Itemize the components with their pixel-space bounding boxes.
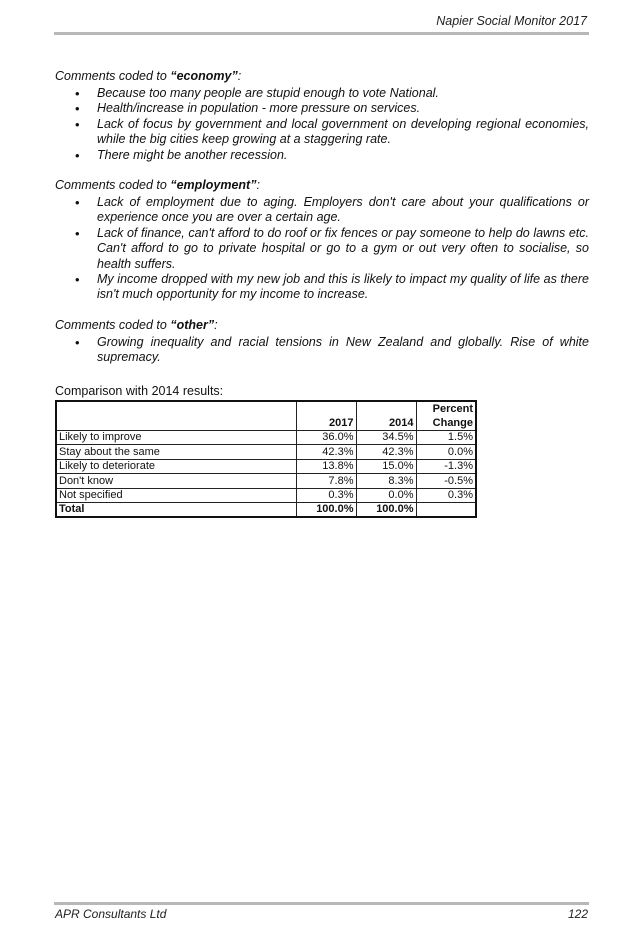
header-divider xyxy=(54,32,589,35)
row-2017: 36.0% xyxy=(296,430,356,445)
comment-list-other xyxy=(55,335,589,366)
row-label: Not specified xyxy=(56,488,296,503)
comparison-table xyxy=(55,400,477,519)
header-cell-change xyxy=(416,401,476,431)
row-change: 0.0% xyxy=(416,445,476,460)
row-change: 0.3% xyxy=(416,488,476,503)
heading-suffix: : xyxy=(237,69,242,83)
row-2017: 7.8% xyxy=(296,474,356,489)
heading-prefix: Comments coded to xyxy=(55,69,171,83)
list-item: • My income dropped with my new job and this is likely to impact my quality of life as there isn't much opportunity for my income to increase. xyxy=(55,272,589,303)
header-cell-2017: 2017 xyxy=(296,401,356,431)
table-header-row xyxy=(56,401,476,431)
row-2014: 8.3% xyxy=(356,474,416,489)
list-item: • Lack of employment due to aging. Employers don't care about your qualifications or experience once you are over a certain age. xyxy=(55,195,589,226)
row-label: Likely to improve xyxy=(56,430,296,445)
row-label: Stay about the same xyxy=(56,445,296,460)
comment-list-employment xyxy=(55,195,589,303)
heading-prefix: Comments coded to xyxy=(55,317,171,332)
heading-suffix: : xyxy=(256,178,260,193)
table-row xyxy=(56,430,476,445)
section-heading-other xyxy=(55,317,589,333)
row-2017: 42.3% xyxy=(296,445,356,460)
list-item: • Lack of focus by government and local government on developing regional economies, while the big cities keep growing at a staggering rate. xyxy=(55,117,589,148)
list-item: • Because too many people are stupid enough to vote National. xyxy=(55,86,589,101)
row-change: 1.5% xyxy=(416,430,476,445)
row-2017: 0.3% xyxy=(296,488,356,503)
total-label: Total xyxy=(56,503,296,518)
row-2014: 34.5% xyxy=(356,430,416,445)
list-item: • There might be another recession. xyxy=(55,148,589,163)
heading-code: “other” xyxy=(170,317,215,332)
footer-divider xyxy=(54,902,589,905)
page-number: 122 xyxy=(567,907,588,921)
row-2014: 0.0% xyxy=(356,488,416,503)
row-change: -1.3% xyxy=(416,459,476,474)
section-heading-employment xyxy=(55,177,589,193)
header-cell-2014: 2014 xyxy=(356,401,416,431)
row-change: -0.5% xyxy=(416,474,476,489)
row-2014: 42.3% xyxy=(356,445,416,460)
table-row xyxy=(56,459,476,474)
heading-prefix: Comments coded to xyxy=(55,178,171,193)
table-total-row xyxy=(56,503,476,518)
row-label: Likely to deteriorate xyxy=(56,459,296,474)
list-item: • Lack of finance, can't afford to do roof or fix fences or pay someone to help do lawns etc. Can't afford to go to private hospital or go to a gym or out very often to socialise, so health suffers. xyxy=(55,226,589,272)
list-item: • Growing inequality and racial tensions in New Zealand and globally. Rise of white supremacy. xyxy=(55,335,589,366)
comment-list-economy xyxy=(55,86,589,163)
header-change-line2: Change xyxy=(432,416,473,429)
row-2014: 15.0% xyxy=(356,459,416,474)
table-row xyxy=(56,474,476,489)
table-row xyxy=(56,488,476,503)
heading-suffix: : xyxy=(214,317,218,332)
header-title: Napier Social Monitor 2017 xyxy=(436,14,587,28)
table-row xyxy=(56,445,476,460)
footer-publisher: APR Consultants Ltd xyxy=(55,907,167,921)
heading-code: “employment” xyxy=(170,178,257,193)
row-label: Don't know xyxy=(56,474,296,489)
total-2014: 100.0% xyxy=(356,503,416,518)
total-2017: 100.0% xyxy=(296,503,356,518)
total-change xyxy=(416,503,476,518)
header-cell-label xyxy=(56,401,296,431)
row-2017: 13.8% xyxy=(296,459,356,474)
table-caption: Comparison with 2014 results: xyxy=(55,383,224,398)
header-change-line1: Percent xyxy=(432,402,473,415)
heading-code: “economy” xyxy=(170,69,238,83)
list-item: • Health/increase in population - more pressure on services. xyxy=(55,101,589,116)
page-content xyxy=(55,68,589,518)
section-heading-economy xyxy=(55,68,589,84)
